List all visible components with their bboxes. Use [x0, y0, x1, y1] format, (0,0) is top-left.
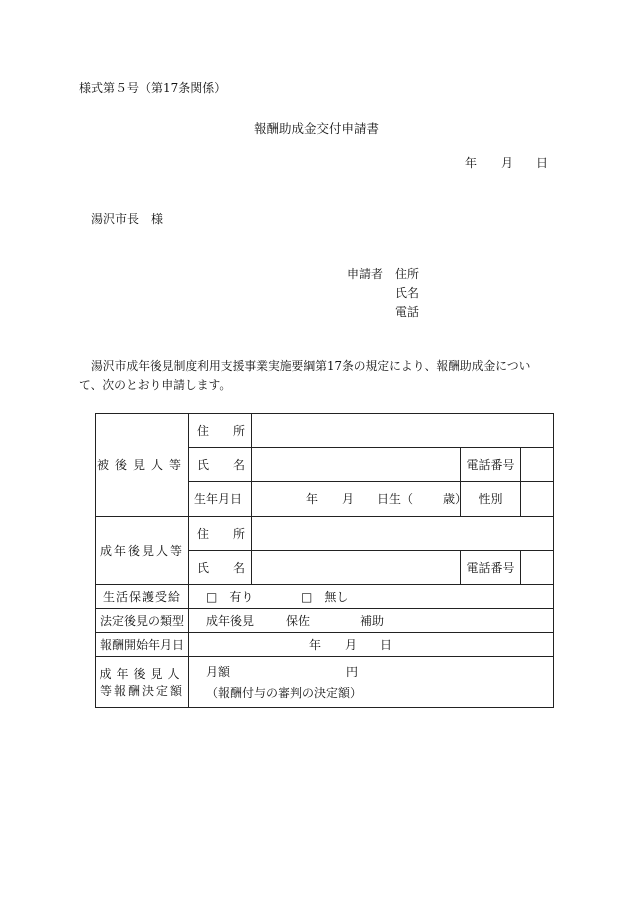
ward-birth-label: 生年月日: [194, 492, 243, 506]
ward-name-label-cell: [189, 448, 252, 482]
start-date-day: 日: [380, 638, 393, 652]
guardian-phone-label-cell: [461, 551, 521, 585]
guardian-label: 成年後見人等: [99, 543, 184, 558]
welfare-options: [189, 585, 554, 609]
start-date-row: [96, 633, 554, 657]
ward-birth-month: 月: [342, 492, 355, 506]
type-option-guardian[interactable]: 成年後見: [206, 614, 255, 628]
welfare-label-cell: [96, 585, 189, 609]
start-date-label: 報酬開始年月日: [99, 637, 184, 652]
type-options: [189, 609, 554, 633]
fee-label-cell: [96, 657, 189, 708]
ward-address-label: 住 所: [197, 423, 246, 438]
fee-row: [96, 657, 554, 708]
start-date-field[interactable]: [189, 633, 554, 657]
date-year: 年: [465, 156, 478, 170]
body-text-line1: 湯沢市成年後見制度利用支援事業実施要綱第17条の規定により、報酬助成金につい: [91, 359, 531, 373]
fee-label-line1: 成年後見人: [99, 666, 185, 681]
ward-birth-day: 日生（: [377, 492, 414, 506]
ward-name-label: 氏 名: [197, 457, 246, 472]
application-table: [95, 413, 554, 708]
fee-monthly-label: 月額: [206, 665, 231, 679]
date-month: 月: [501, 156, 514, 170]
ward-address-row: [96, 414, 554, 448]
fee-label-line2: 等報酬決定額: [99, 683, 184, 698]
applicant-label: 申請者: [347, 267, 384, 281]
ward-sex-field[interactable]: [521, 482, 554, 517]
guardian-label-cell: [96, 517, 189, 585]
welfare-yes-checkbox[interactable]: □ 有り: [206, 590, 254, 604]
ward-sex-label: 性別: [478, 492, 503, 506]
type-option-curator[interactable]: 保佐: [286, 614, 311, 628]
guardian-address-row: [96, 517, 554, 551]
ward-birth-field[interactable]: [252, 482, 468, 517]
ward-address-label-cell: [189, 414, 252, 448]
start-date-label-cell: [96, 633, 189, 657]
guardian-phone-label: 電話番号: [466, 560, 515, 575]
guardian-address-label: 住 所: [197, 526, 246, 541]
ward-phone-label-cell: [461, 448, 521, 482]
ward-birth-age: 歳）: [443, 492, 468, 506]
ward-name-field[interactable]: [252, 448, 461, 482]
document-title: 報酬助成金交付申請書: [254, 121, 380, 136]
start-date-year: 年: [309, 638, 322, 652]
date-day: 日: [536, 156, 549, 170]
form-number: 様式第５号（第17条関係）: [79, 81, 227, 95]
ward-label: 被後見人等: [96, 458, 187, 472]
applicant-name-label: 氏名: [395, 286, 420, 300]
welfare-row: [96, 585, 554, 609]
fee-note: （報酬付与の審判の決定額）: [206, 686, 363, 700]
type-row: [96, 609, 554, 633]
ward-sex-label-cell: [461, 482, 521, 517]
ward-birth-year: 年: [306, 492, 319, 506]
ward-label-cell: [96, 414, 189, 517]
guardian-address-field[interactable]: [252, 517, 554, 551]
fee-field[interactable]: [189, 657, 554, 708]
guardian-name-field[interactable]: [252, 551, 461, 585]
type-label: 法定後見の類型: [99, 613, 184, 628]
welfare-no-checkbox[interactable]: □ 無し: [301, 590, 349, 604]
guardian-name-label: 氏 名: [197, 560, 246, 575]
type-label-cell: [96, 609, 189, 633]
type-option-assistant[interactable]: 補助: [360, 614, 385, 628]
welfare-label: 生活保護受給: [102, 589, 181, 604]
ward-phone-label: 電話番号: [466, 457, 515, 472]
body-text-line2: て、次のとおり申請します。: [79, 378, 232, 392]
applicant-phone-label: 電話: [395, 305, 420, 319]
addressee: 湯沢市長 様: [91, 212, 164, 226]
guardian-address-label-cell: [189, 517, 252, 551]
guardian-phone-field[interactable]: [521, 551, 554, 585]
ward-address-field[interactable]: [252, 414, 554, 448]
start-date-month: 月: [345, 638, 358, 652]
ward-phone-field[interactable]: [521, 448, 554, 482]
applicant-address-label: 住所: [395, 267, 420, 281]
guardian-name-label-cell: [189, 551, 252, 585]
ward-birth-label-cell: [189, 482, 252, 517]
fee-yen-label: 円: [346, 665, 359, 679]
